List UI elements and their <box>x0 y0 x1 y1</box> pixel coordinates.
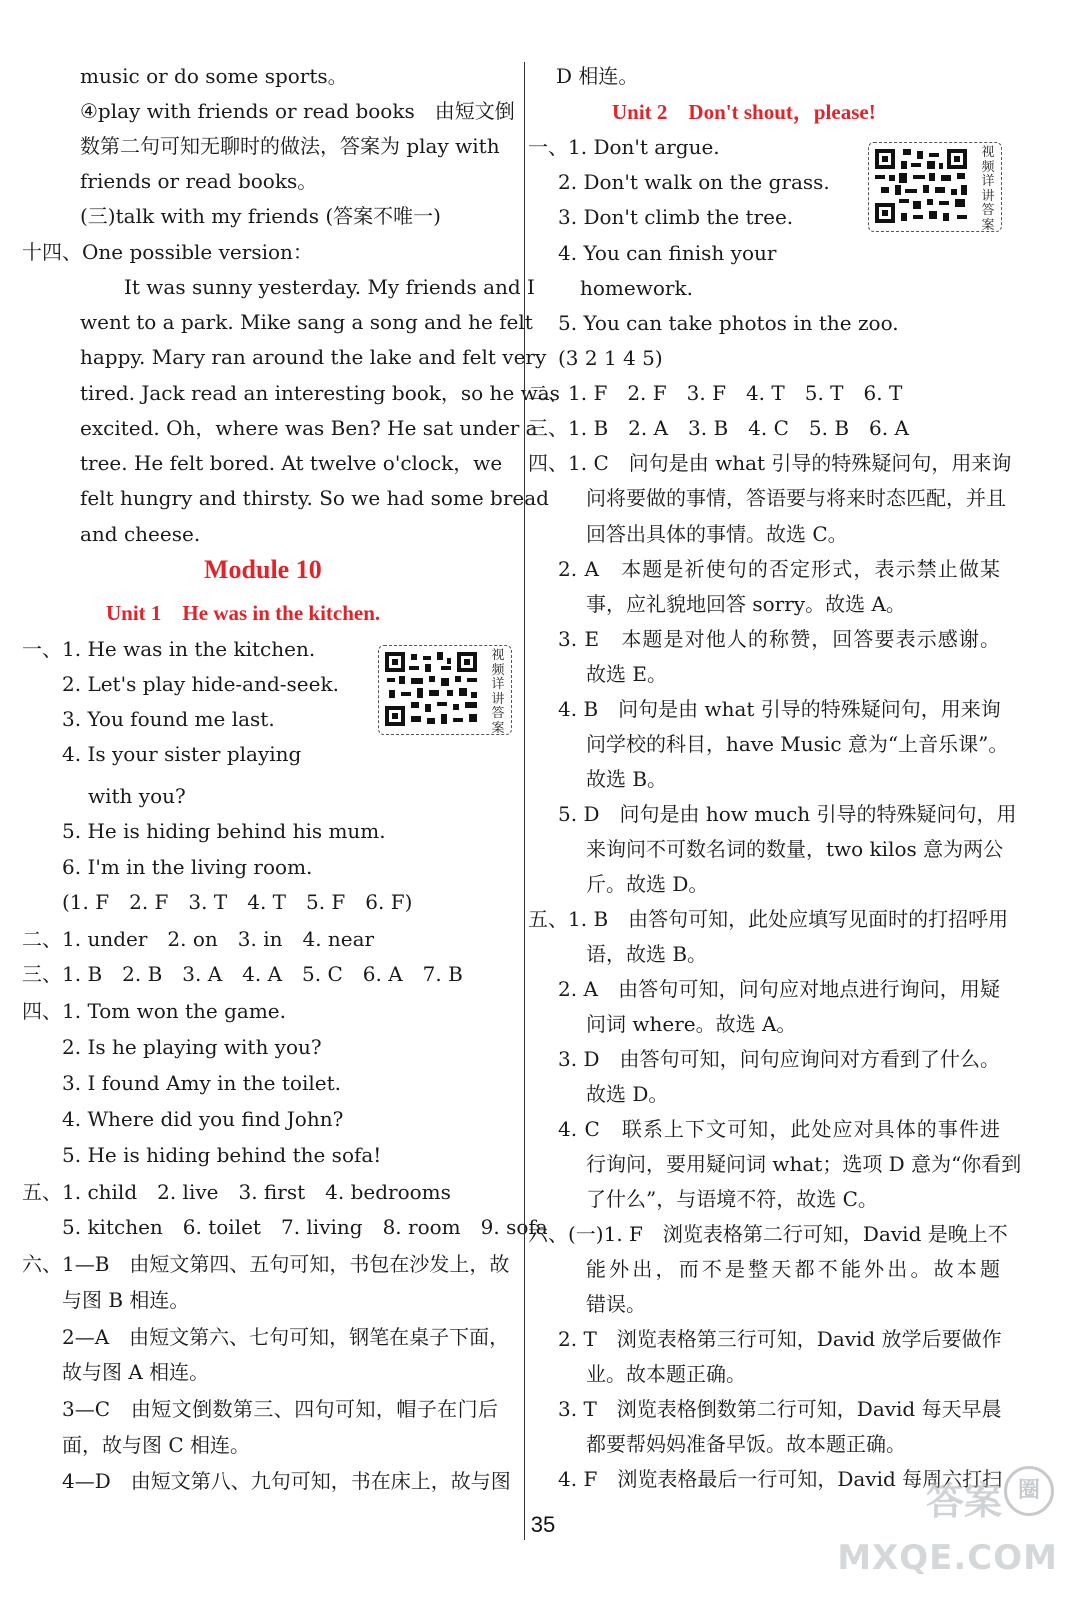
qr-code-video-right[interactable] <box>868 142 1002 232</box>
answer-line: 3. E 本题是对他人的称赞，回答要表示感谢。 <box>558 627 1000 651</box>
watermark-stamp-icon: 圈 <box>1004 1466 1054 1516</box>
answer-line: 语，故选 B。 <box>586 942 708 966</box>
answer-line: 4—D 由短文第八、九句可知，书在床上，故与图 <box>62 1469 511 1493</box>
answer-line: 了什么”，与语境不符，故选 C。 <box>586 1187 878 1211</box>
watermark <box>837 1464 1064 1594</box>
answer-line: 二、1. under 2. on 3. in 4. near <box>22 927 375 951</box>
answer-line: 行询问，要用疑问词 what；选项 D 意为“你看到 <box>586 1152 1022 1176</box>
answer-line: 2. A 由答句可知，问句应对地点进行询问，用疑 <box>558 977 1000 1001</box>
answer-line: 2—A 由短文第六、七句可知，钢笔在桌子下面， <box>62 1325 510 1349</box>
module-heading: Module 10 <box>204 555 322 584</box>
text-line: ④play with friends or read books 由短文倒 <box>80 99 515 123</box>
answer-line: with you? <box>88 784 186 808</box>
answer-line: 一、1. He was in the kitchen. <box>22 637 316 661</box>
answer-line: 问将要做的事情，答语要与将来时态匹配，并且 <box>586 486 1006 510</box>
answer-line: 六、1—B 由短文第四、五句可知，书包在沙发上，故 <box>22 1252 510 1276</box>
answer-line: 问学校的科目，have Music 意为“上音乐课”。 <box>586 732 1009 756</box>
answer-line: 5. He is hiding behind the sofa! <box>62 1143 382 1167</box>
answer-line: 5. You can take photos in the zoo. <box>558 311 899 335</box>
essay-line: and cheese. <box>80 522 201 546</box>
text-line: 数第二句可知无聊时的做法，答案为 play with <box>80 134 500 158</box>
answer-line: 3. Don't climb the tree. <box>558 205 794 229</box>
essay-line: felt hungry and thirsty. So we had some bread <box>80 486 549 510</box>
answer-line: 错误。 <box>586 1292 646 1316</box>
answer-line: 面，故与图 C 相连。 <box>62 1433 251 1457</box>
answer-line: 二、1. F 2. F 3. F 4. T 5. T 6. T <box>528 381 903 405</box>
answer-line: 4. Is your sister playing <box>62 742 302 766</box>
answer-line: 6. I'm in the living room. <box>62 855 313 879</box>
essay-line: went to a park. Mike sang a song and he felt <box>80 310 533 334</box>
answer-line: 2. A 本题是祈使句的否定形式，表示禁止做某 <box>558 557 1000 581</box>
answer-line: 六、(一)1. F 浏览表格第二行可知，David 是晚上不 <box>528 1222 1008 1246</box>
answer-line: 3—C 由短文倒数第三、四句可知，帽子在门后 <box>62 1397 498 1421</box>
text-line: (三)talk with my friends (答案不唯一) <box>80 204 441 228</box>
answer-line: 问词 where。故选 A。 <box>586 1012 797 1036</box>
answer-line: 四、1. C 问句是由 what 引导的特殊疑问句，用来询 <box>528 451 1012 475</box>
essay-line: tired. Jack read an interesting book，so he was <box>80 381 560 405</box>
answer-line: 故选 D。 <box>586 1082 669 1106</box>
answer-line: 4. You can finish your <box>558 241 777 265</box>
watermark-text: 答案 <box>925 1479 1002 1523</box>
answer-line: 三、1. B 2. B 3. A 4. A 5. C 6. A 7. B <box>22 962 463 986</box>
answer-line: 回答出具体的事情。故选 C。 <box>586 522 848 546</box>
section-marker: 十四、One possible version： <box>22 240 313 264</box>
answer-line: 故选 B。 <box>586 767 668 791</box>
answer-line: 三、1. B 2. A 3. B 4. C 5. B 6. A <box>528 416 909 440</box>
page-number: 35 <box>530 1512 556 1537</box>
answer-line: 3. T 浏览表格倒数第二行可知，David 每天早晨 <box>558 1397 1002 1421</box>
watermark-url: MXQE.COM <box>837 1538 1058 1578</box>
qr-code-icon <box>385 652 481 728</box>
answer-line: 五、1. B 由答句可知，此处应填写见面时的打招呼用 <box>528 907 1009 931</box>
text-line: music or do some sports。 <box>80 64 348 88</box>
answer-line: 来询问不可数名词的数量，two kilos 意为两公 <box>586 837 1004 861</box>
answer-line: 3. I found Amy in the toilet. <box>62 1071 341 1095</box>
answer-line: 2. Let's play hide-and-seek. <box>62 672 339 696</box>
unit-heading: Unit 2 Don't shout，please! <box>612 100 876 124</box>
answer-line: 5. He is hiding behind his mum. <box>62 819 386 843</box>
answer-line: 事，应礼貌地回答 sorry。故选 A。 <box>586 592 906 616</box>
answer-line: 4. B 问句是由 what 引导的特殊疑问句，用来询 <box>558 697 1001 721</box>
answer-line: 一、1. Don't argue. <box>528 135 720 159</box>
answer-line: 2. T 浏览表格第三行可知，David 放学后要做作 <box>558 1327 1002 1351</box>
answer-line: 5. D 问句是由 how much 引导的特殊疑问句，用 <box>558 802 1017 826</box>
essay-line: excited. Oh，where was Ben? He sat under a <box>80 416 538 440</box>
qr-code-video-left[interactable] <box>378 645 512 735</box>
answer-line: (1. F 2. F 3. T 4. T 5. F 6. F) <box>62 890 413 914</box>
answer-line: 4. C 联系上下文可知，此处应对具体的事件进 <box>558 1117 1000 1141</box>
answer-line: 3. You found me last. <box>62 707 275 731</box>
answer-line: 斤。故选 D。 <box>586 872 709 896</box>
essay-line: tree. He felt bored. At twelve o'clock，we <box>80 451 503 475</box>
answer-line: 四、1. Tom won the game. <box>22 999 286 1023</box>
answer-line: 故与图 A 相连。 <box>62 1360 210 1384</box>
answer-line: 4. Where did you find John? <box>62 1107 344 1131</box>
qr-code-icon <box>875 149 971 225</box>
answer-line: 故选 E。 <box>586 662 667 686</box>
essay-line: It was sunny yesterday. My friends and I <box>124 275 535 299</box>
answer-line: 与图 B 相连。 <box>62 1288 190 1312</box>
answer-line: (3 2 1 4 5) <box>558 346 663 370</box>
column-divider <box>524 62 525 1540</box>
answer-line: 2. Is he playing with you? <box>62 1035 322 1059</box>
answer-line: homework. <box>580 276 693 300</box>
qr-caption: 视频详讲答案 <box>981 145 995 233</box>
answer-line: 都要帮妈妈准备早饭。故本题正确。 <box>586 1432 906 1456</box>
essay-line: happy. Mary ran around the lake and felt very <box>80 345 547 369</box>
answer-line: 五、1. child 2. live 3. first 4. bedrooms <box>22 1180 451 1204</box>
answer-line: 5. kitchen 6. toilet 7. living 8. room 9. sofa <box>62 1215 548 1239</box>
answer-line: 能外出，而不是整天都不能外出。故本题 <box>586 1257 1000 1281</box>
text-line: friends or read books。 <box>80 169 318 193</box>
answer-line: 2. Don't walk on the grass. <box>558 170 830 194</box>
answer-line: 业。故本题正确。 <box>586 1362 746 1386</box>
unit-heading: Unit 1 He was in the kitchen. <box>106 601 381 625</box>
answer-line: 3. D 由答句可知，问句应询问对方看到了什么。 <box>558 1047 1000 1071</box>
answer-line: 4. F 浏览表格最后一行可知，David 每周六打扫 <box>558 1467 1003 1491</box>
text-line: D 相连。 <box>556 64 639 88</box>
qr-caption: 视频详讲答案 <box>491 648 505 736</box>
